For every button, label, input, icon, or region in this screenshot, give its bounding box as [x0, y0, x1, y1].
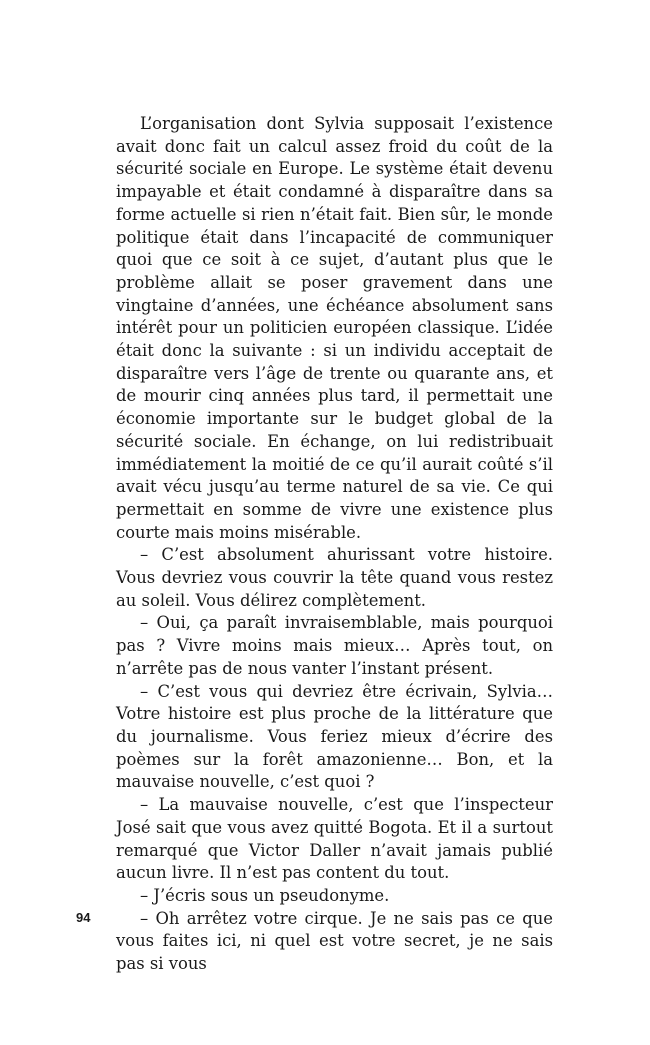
body-text: [116, 113, 553, 976]
paragraph-6: – J’écris sous un pseudonyme.: [140, 885, 390, 905]
paragraph-3: – Oui, ça paraît invraisemblable, mais pourquoi pas ? Vivre moins mais mieux… Après tout, on n’arrête pas de nous vanter l’instant présent.: [116, 613, 553, 678]
paragraph-7: – Oh arrêtez votre cirque. Je ne sais pas ce que vous faites ici, ni quel est votre secret, je ne sais pas si vous: [116, 908, 553, 974]
paragraph-1: L’organisation dont Sylvia supposait l’existence avait donc fait un calcul assez froid du coût de la sécurité sociale en Europe. Le système était devenu impayable et était condamné à disparaître dans sa forme actuelle si rien n’était fait. Bien sûr, le monde politique était dans l’incapacité de communiquer quoi que ce soit à ce sujet, d’autant plus que le problème allait se poser gravement dans une vingtaine d’années, une échéance absolument sans intérêt pour un politicien européen classique. L’idée était donc la suivante : si un individu acceptait de disparaître vers l’âge de trente ou quarante ans, et de mourir cinq années plus tard, il permettait une économie importante sur le budget global de la sécurité sociale. En échange, on lui redistribuait immédiatement la moitié de ce qu’il aurait coûté s’il avait vécu jusqu’au terme naturel de sa vie. Ce qui permettait en somme de vivre une existence plus courte mais moins misérable.: [116, 114, 553, 542]
page-number: 94: [76, 910, 91, 925]
paragraph-5: – La mauvaise nouvelle, c’est que l’inspecteur José sait que vous avez quitté Bogota. Et il a surtout remarqué que Victor Daller n’avait jamais publié aucun livre. Il n’est pas content du tout.: [116, 795, 553, 883]
paragraph-4: – C’est vous qui devriez être écrivain, Sylvia… Votre histoire est plus proche de la littérature que du journalisme. Vous feriez mieux d’écrire des poèmes sur la forêt amazonienne… Bon, et la mauvaise nouvelle, c’est quoi ?: [116, 681, 553, 792]
paragraph-2: – C’est absolument ahurissant votre histoire. Vous devriez vous couvrir la tête quand vous restez au soleil. Vous délirez complètement.: [116, 545, 553, 610]
